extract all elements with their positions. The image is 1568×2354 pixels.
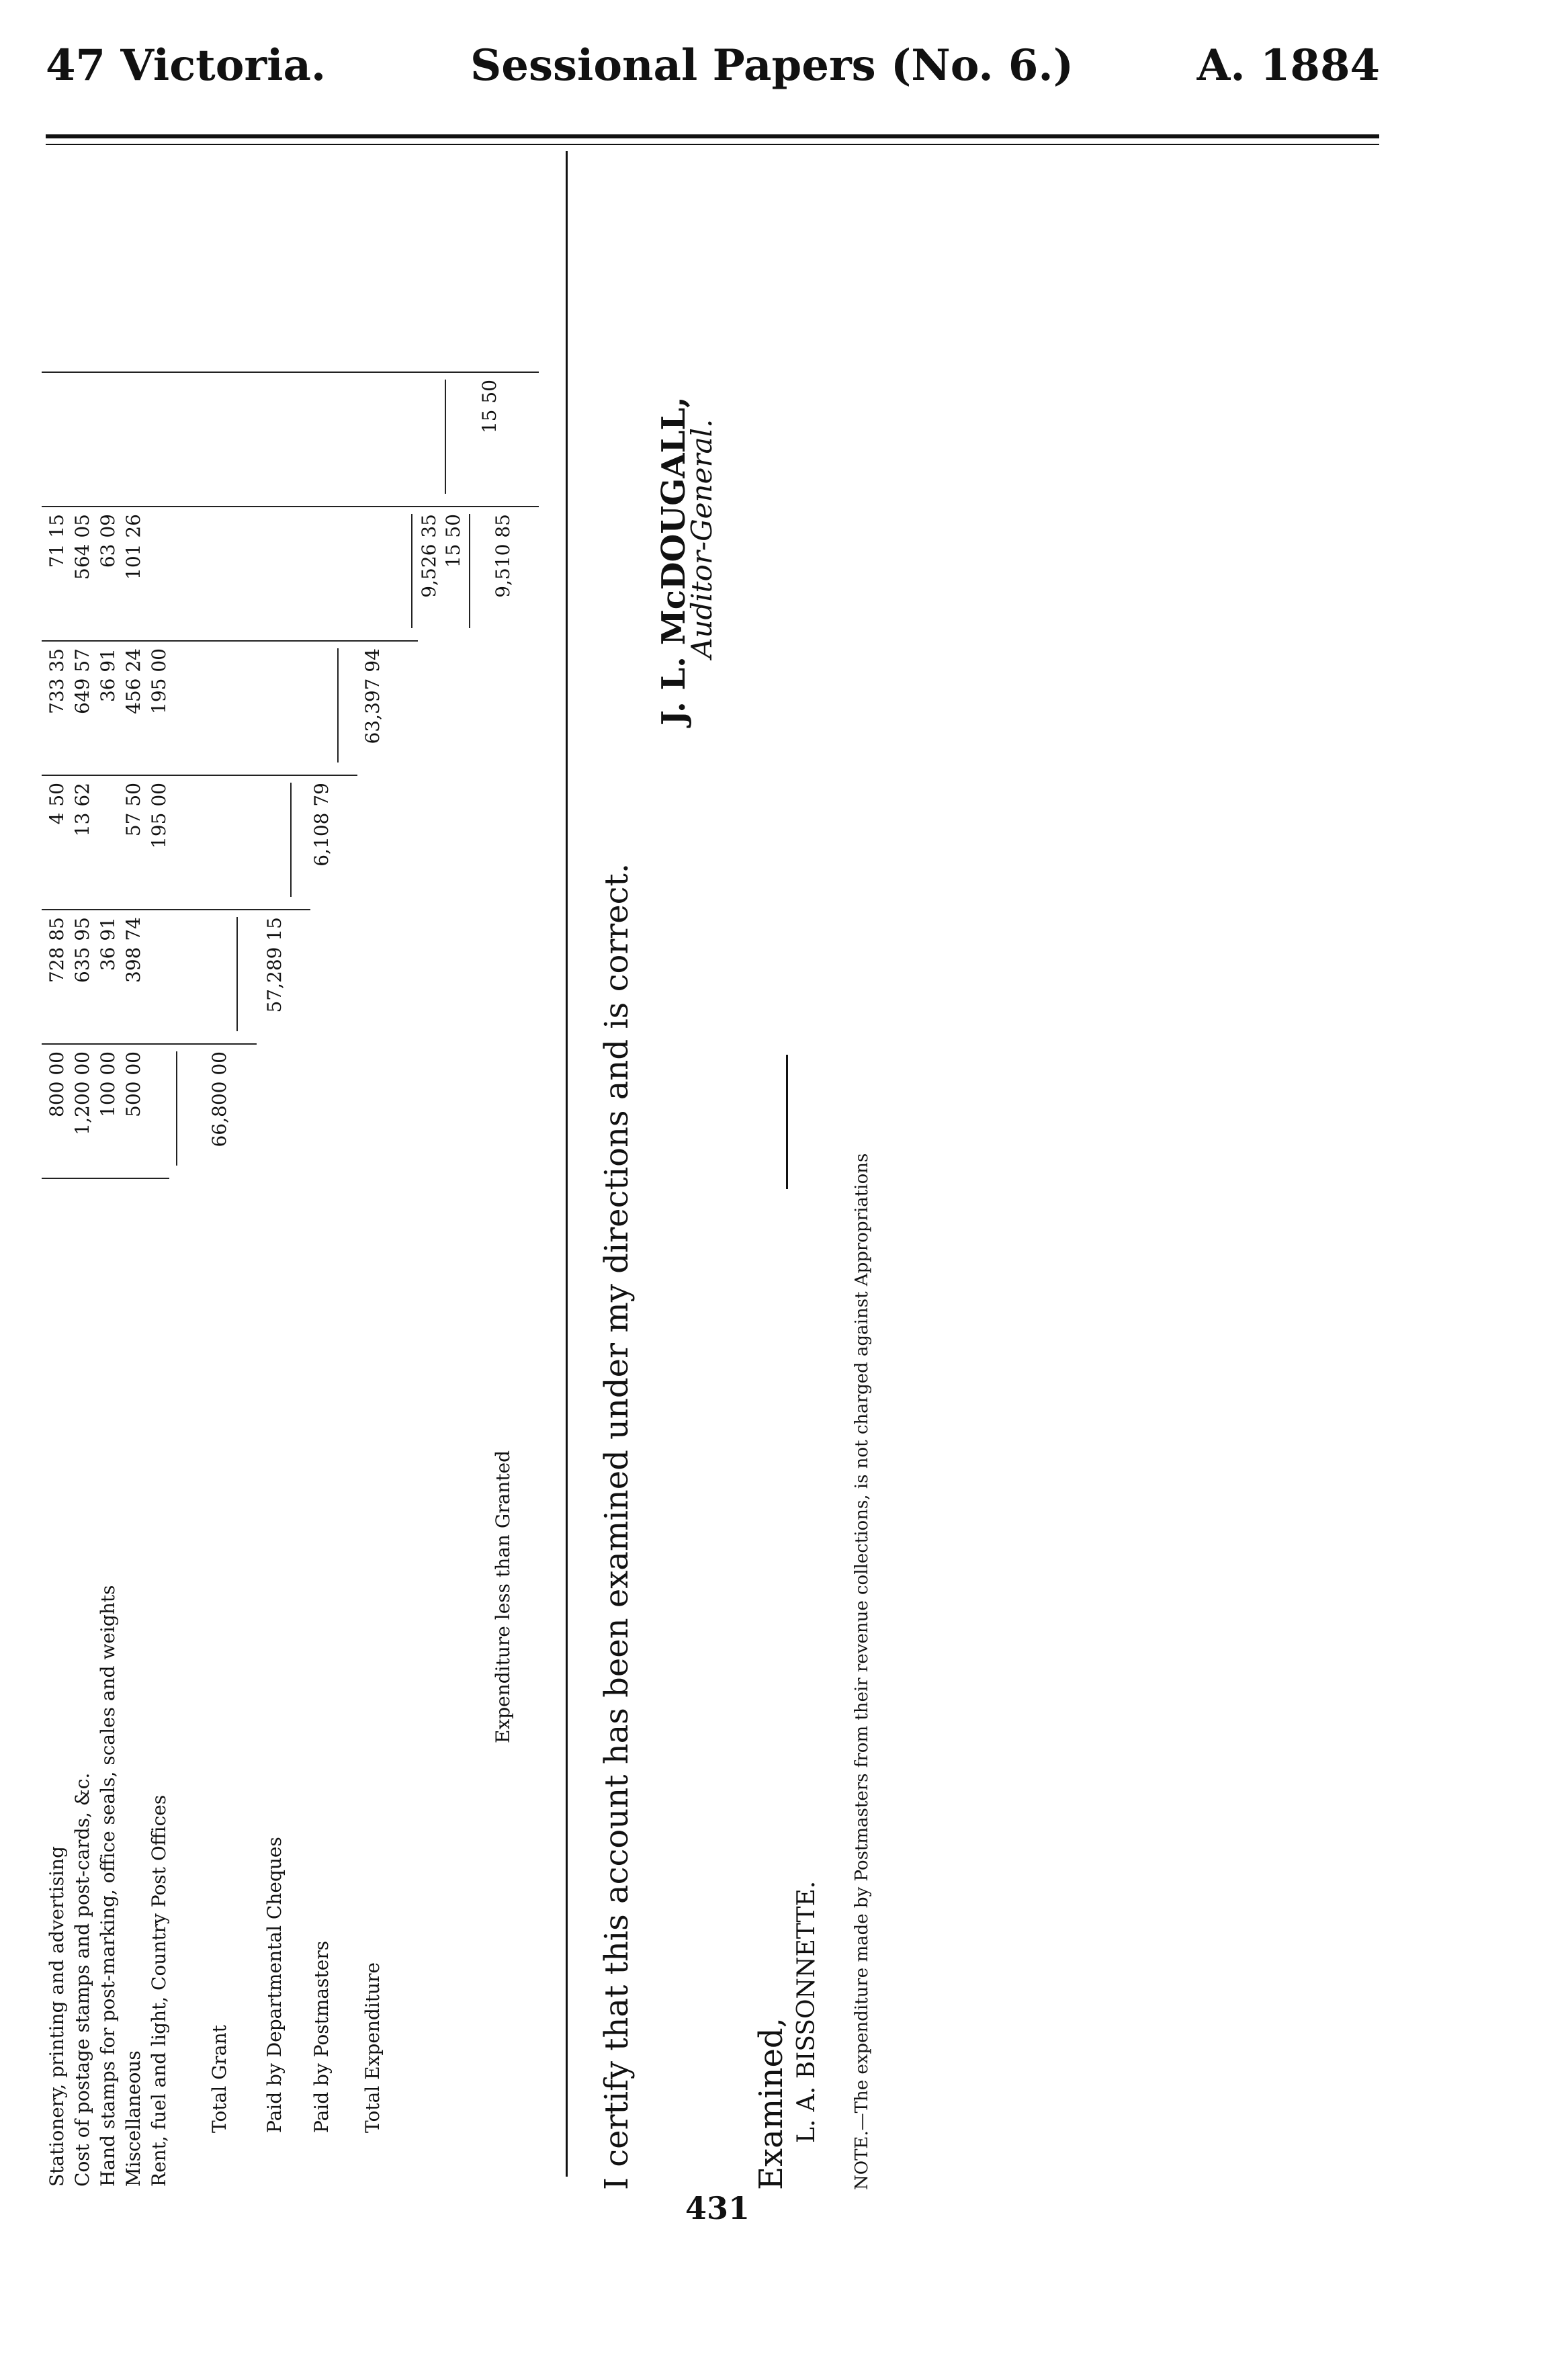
- col4-row2: 649 57: [71, 648, 93, 714]
- col4-row1: 733 35: [46, 648, 68, 714]
- col2-row4: 398 74: [122, 917, 144, 983]
- col2-sum-rule: [236, 917, 238, 1031]
- page-number: 431: [685, 2190, 750, 2226]
- col1-row1: 800 00: [46, 1051, 68, 1117]
- col2-border: [42, 909, 310, 910]
- col3-border: [42, 775, 357, 776]
- col1-sum-rule: [176, 1051, 177, 1166]
- examined-rule: [786, 1055, 788, 1189]
- col5-row3: 63 09: [97, 514, 119, 568]
- col3-row4: 57 50: [122, 783, 144, 837]
- row-label-postage: Cost of postage stamps and post-cards, &c.: [71, 1772, 93, 2187]
- signatory-name: J. L. McDOUGALL,: [655, 396, 693, 726]
- col3-row5: 195 00: [148, 783, 170, 848]
- col4-row5: 195 00: [148, 648, 170, 714]
- examiner-name: L. A. BISSONNETTE.: [793, 1880, 820, 2143]
- row-label-stationery: Stationery, printing and advertising: [46, 1846, 68, 2187]
- col3-sum-rule: [290, 783, 292, 897]
- col3-row1: 4 50: [46, 783, 68, 825]
- col1-row2: 1,200 00: [71, 1051, 93, 1135]
- appropriation-table: [42, 158, 566, 2187]
- total-grant-value: 66,800 00: [208, 1051, 230, 1147]
- header-center: Sessional Papers (No. 6.): [470, 40, 1074, 91]
- examined-label: Examined,: [752, 2017, 790, 2190]
- row-label-miscellaneous: Miscellaneous: [122, 2050, 144, 2187]
- col6-sum-rule: [445, 380, 446, 494]
- col2-row1: 728 85: [46, 917, 68, 983]
- footnote: NOTE.—The expenditure made by Postmasters from their revenue collections, is not charged against Appropriations: [852, 1153, 872, 2190]
- header-left: 47 Victoria.: [46, 40, 326, 91]
- signatory-title: Auditor-General.: [685, 419, 718, 658]
- col5-sum-rule: [411, 514, 412, 628]
- col5-subtotal: 9,526 35: [418, 514, 440, 598]
- label-column-border: [42, 1178, 169, 1179]
- col5-row2: 564 05: [71, 514, 93, 580]
- section-divider: [566, 151, 568, 2177]
- header-rule-thin: [46, 144, 1379, 145]
- paid-postmasters-value: 6,108 79: [310, 783, 333, 867]
- col1-row3: 100 00: [97, 1051, 119, 1117]
- col4-row4: 456 24: [122, 648, 144, 714]
- col1-border: [42, 1043, 257, 1045]
- col5-less: 15 50: [442, 514, 464, 568]
- row-label-rent: Rent, fuel and light, Country Post Offices: [148, 1794, 170, 2187]
- total-expenditure-label: Total Expenditure: [361, 1962, 384, 2133]
- col1-row4: 500 00: [122, 1051, 144, 1117]
- paid-departmental-label: Paid by Departmental Cheques: [263, 1837, 286, 2133]
- certificate-section: [591, 175, 1061, 2190]
- col5-row1: 71 15: [46, 514, 68, 568]
- certification-statement: I certify that this account has been examined under my directions and is correct.: [598, 863, 636, 2190]
- col6-border: [42, 372, 539, 373]
- expenditure-less-label: Expenditure less than Granted: [492, 1450, 514, 1743]
- col5-net-rule: [469, 514, 470, 628]
- col6-overexpended: 15 50: [478, 380, 500, 434]
- col4-border: [42, 640, 418, 642]
- header-rule-thick: [46, 134, 1379, 138]
- total-expenditure-value: 63,397 94: [361, 648, 384, 744]
- col5-row4: 101 26: [122, 514, 144, 580]
- paid-postmasters-label: Paid by Postmasters: [310, 1940, 333, 2133]
- col2-row2: 635 95: [71, 917, 93, 983]
- col2-row3: 36 91: [97, 917, 119, 971]
- header-right: A. 1884: [1196, 40, 1380, 91]
- row-label-hand-stamps: Hand stamps for post-marking, office seals, scales and weights: [97, 1585, 119, 2187]
- col3-row2: 13 62: [71, 783, 93, 837]
- paid-departmental-value: 57,289 15: [263, 917, 286, 1013]
- col4-sum-rule: [337, 648, 339, 762]
- total-grant-label: Total Grant: [208, 2025, 230, 2133]
- expenditure-less-value: 9,510 85: [492, 514, 514, 598]
- col5-border: [42, 506, 539, 507]
- col4-row3: 36 91: [97, 648, 119, 703]
